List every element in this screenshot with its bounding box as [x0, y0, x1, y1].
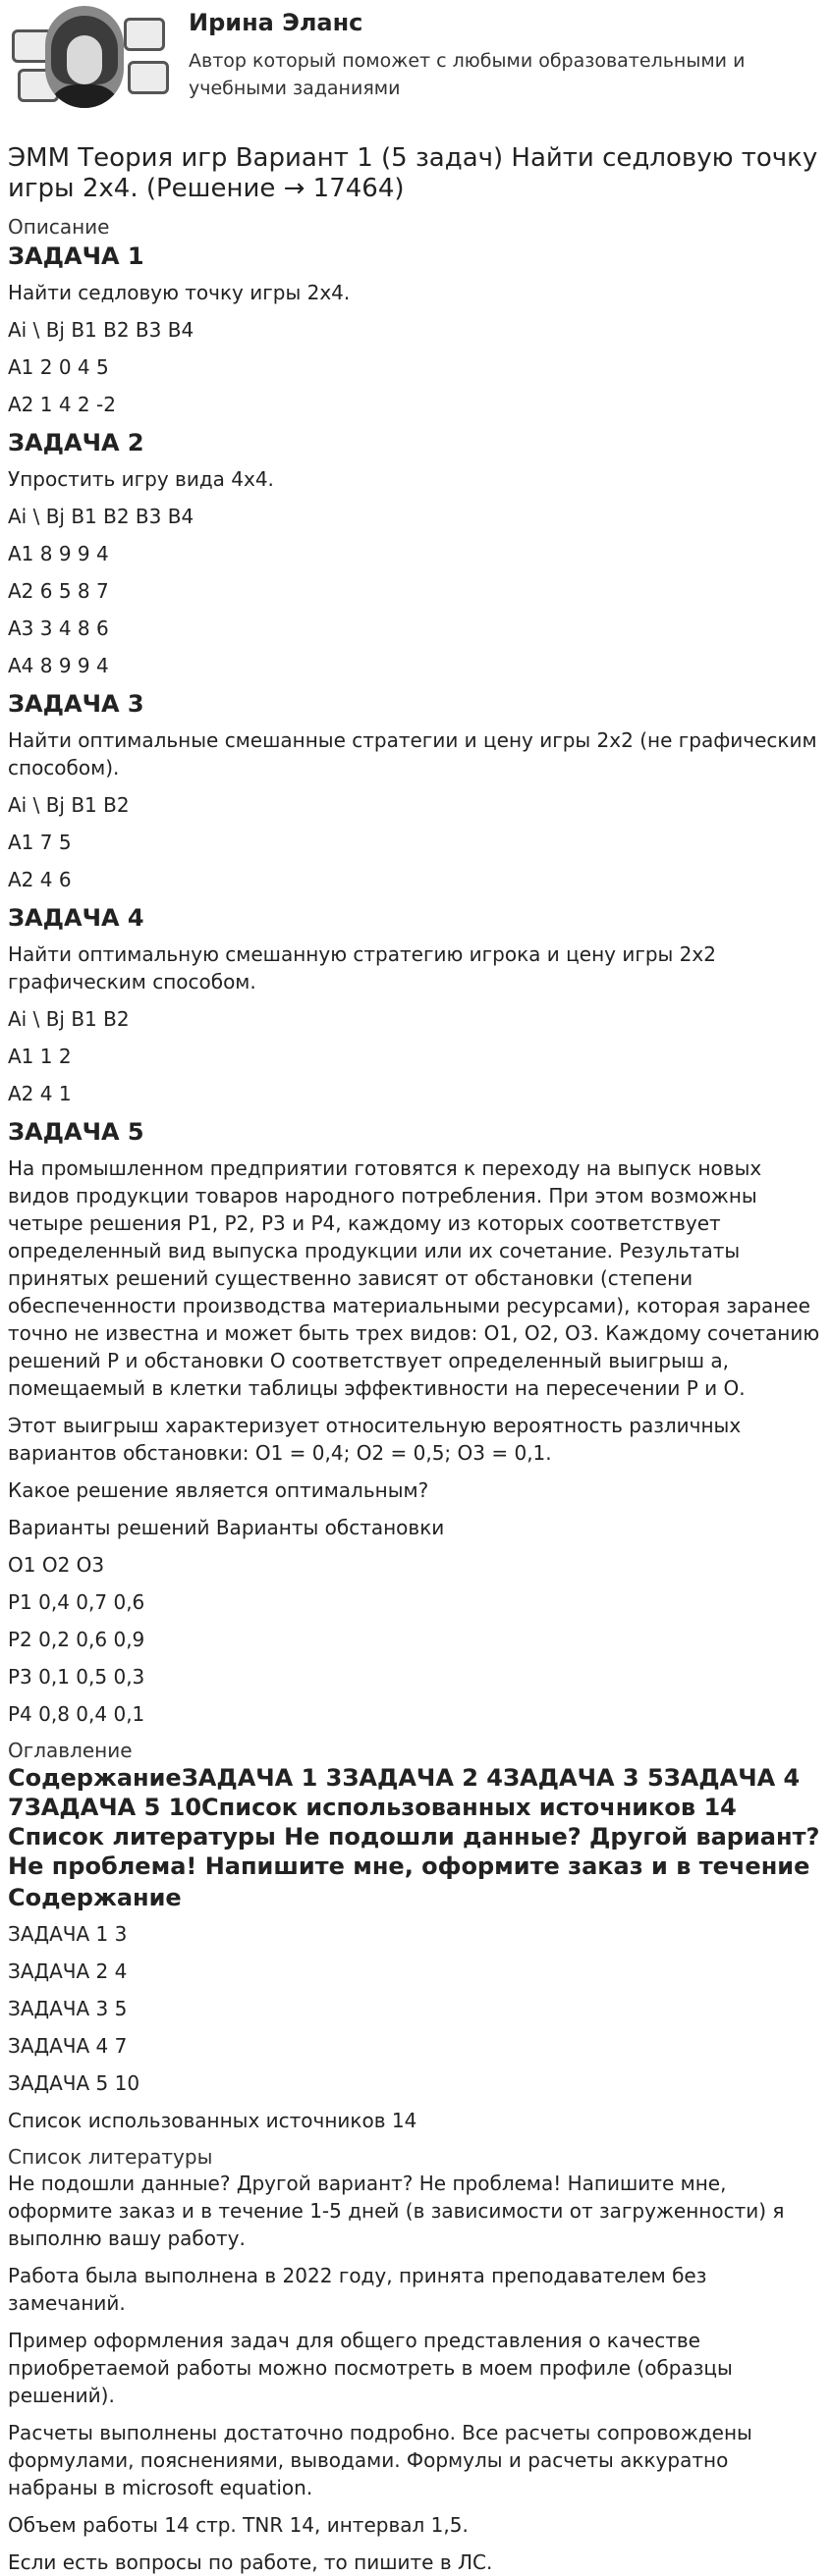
task-text: A1 7 5	[8, 831, 72, 854]
page-title: ЭММ Теория игр Вариант 1 (5 задач) Найти седловую точку игры 2х4. (Решение → 17464)	[8, 143, 818, 203]
description-label: Описание	[8, 215, 110, 239]
contents-heading: Содержание	[8, 1884, 182, 1911]
task-3	[8, 689, 824, 893]
task-text: A1 2 0 4 5	[8, 355, 109, 379]
contents-item: ЗАДАЧА 4 7	[8, 2034, 128, 2058]
task-text: Найти оптимальную смешанную стратегию игрока и цену игры 2х2 графическим способом.	[8, 942, 716, 993]
task-text: A2 4 1	[8, 1082, 72, 1105]
task-text: Ai \ Bj B1 B2 B3 B4	[8, 318, 194, 342]
task-text: Какое решение является оптимальным?	[8, 1478, 429, 1502]
task-text: Ai \ Bj B1 B2 B3 B4	[8, 505, 194, 528]
task-text: Р4 0,8 0,4 0,1	[8, 1702, 145, 1726]
task-heading: ЗАДАЧА 3	[8, 690, 144, 718]
contents-item: ЗАДАЧА 3 5	[8, 1997, 128, 2020]
task-text: Ai \ Bj B1 B2	[8, 793, 130, 817]
task-heading: ЗАДАЧА 1	[8, 242, 144, 270]
task-1	[8, 242, 824, 418]
task-text: О1 О2 О3	[8, 1553, 105, 1577]
task-text: A2 4 6	[8, 868, 72, 891]
task-text: Упростить игру вида 4х4.	[8, 467, 274, 491]
literature-label: Список литературы	[8, 2145, 213, 2169]
task-text: Р2 0,2 0,6 0,9	[8, 1628, 145, 1651]
contents-item: ЗАДАЧА 5 10	[8, 2071, 140, 2095]
task-text: Найти оптимальные смешанные стратегии и цену игры 2х2 (не графическим способом).	[8, 728, 817, 779]
task-text: A3 3 4 8 6	[8, 617, 109, 640]
closing-text: Пример оформления задач для общего представления о качестве приобретаемой работы можно посмотреть в моем профиле (образцы решений).	[8, 2329, 733, 2407]
author-header	[8, 0, 824, 114]
contents-item: ЗАДАЧА 2 4	[8, 1959, 128, 1983]
task-text: Варианты решений Варианты обстановки	[8, 1516, 445, 1539]
contents-item: Список использованных источников 14	[8, 2109, 417, 2132]
toc-label: Оглавление	[8, 1739, 133, 1762]
closing-text: Расчеты выполнены достаточно подробно. Все расчеты сопровождены формулами, пояснениями, выводами. Формулы и расчеты аккуратно набраны в microsoft equation.	[8, 2421, 752, 2499]
closing-text: Работа была выполнена в 2022 году, принята преподавателем без замечаний.	[8, 2264, 707, 2315]
closing-text: Если есть вопросы по работе, то пишите в ЛС.	[8, 2550, 493, 2574]
task-text: A4 8 9 9 4	[8, 654, 109, 677]
author-description: Автор который поможет с любыми образовательными и учебными заданиями	[189, 50, 746, 99]
closing-text: Объем работы 14 стр. TNR 14, интервал 1,5.	[8, 2513, 469, 2537]
task-text: Р3 0,1 0,5 0,3	[8, 1665, 145, 1689]
author-avatar[interactable]	[8, 0, 175, 114]
task-5	[8, 1117, 824, 1728]
author-photo	[45, 6, 124, 108]
task-text: Р1 0,4 0,7 0,6	[8, 1590, 145, 1614]
film-frame-icon	[128, 61, 169, 94]
task-text: A2 6 5 8 7	[8, 579, 109, 603]
task-text: A1 1 2	[8, 1045, 72, 1068]
task-text: A2 1 4 2 -2	[8, 393, 116, 416]
task-text: Ai \ Bj B1 B2	[8, 1007, 130, 1031]
task-heading: ЗАДАЧА 4	[8, 904, 144, 932]
closing-text: Не подошли данные? Другой вариант? Не проблема! Напишите мне, оформите заказ и в течение 1-5 дней (в зависимости от загруженности) я выполню вашу работу.	[8, 2172, 785, 2250]
task-2	[8, 428, 824, 679]
task-heading: ЗАДАЧА 2	[8, 429, 144, 456]
contents-item: ЗАДАЧА 1 3	[8, 1922, 128, 1946]
film-frame-icon	[124, 18, 165, 51]
toc-summary: СодержаниеЗАДАЧА 1 3ЗАДАЧА 2 4ЗАДАЧА 3 5ЗАДАЧА 4 7ЗАДАЧА 5 10Список использованных источников 14 Список литературы Не подошли данные? Другой вариант? Не проблема! Напишите мне, оформите заказ и в течение	[8, 1764, 820, 1880]
author-name[interactable]: Ирина Эланс	[189, 9, 363, 36]
task-heading: ЗАДАЧА 5	[8, 1118, 144, 1146]
task-text: Этот выигрыш характеризует относительную вероятность различных вариантов обстановки: О1 = 0,4; О2 = 0,5; О3 = 0,1.	[8, 1414, 742, 1465]
task-text: На промышленном предприятии готовятся к переходу на выпуск новых видов продукции товаров народного потребления. При этом возможны четыре решения Р1, Р2, Р3 и Р4, каждому из которых соответствует определенный вид выпуска продукции или их сочетание. Результаты принятых решений существенно зависят от обстановки (степени обеспеченности производства материальными ресурсами), которая заранее точно не известна и может быть трех видов: О1, О2, О3. Каждому сочетанию решений Р и обстановки О соответствует определенный выигрыш а, помещаемый в клетки таблицы эффективности на пересечении Р и О.	[8, 1156, 820, 1400]
task-4	[8, 903, 824, 1107]
task-text: Найти седловую точку игры 2х4.	[8, 281, 351, 304]
task-text: A1 8 9 9 4	[8, 542, 109, 565]
